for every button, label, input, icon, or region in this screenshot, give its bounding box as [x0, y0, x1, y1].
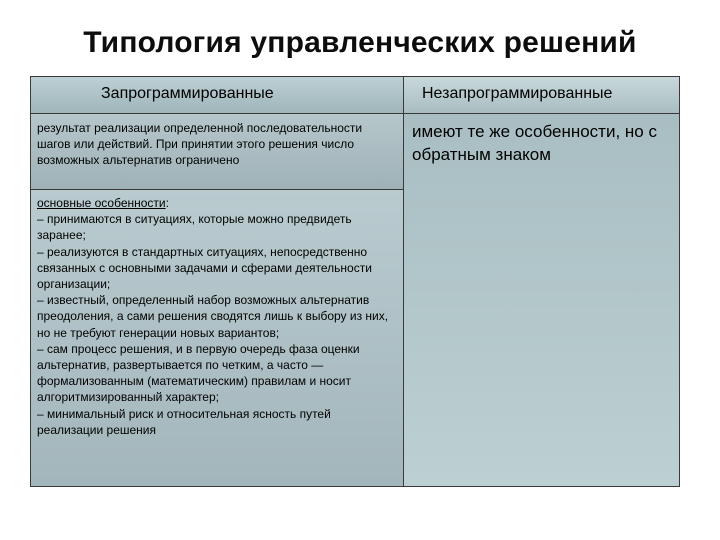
feature-item: – известный, определенный набор возможных альтернатив преодоления, а сами решения сводятся лишь к выбору из них, но не требуют генерации новых вариантов;	[37, 293, 389, 340]
feature-item: – принимаются в ситуациях, которые можно предвидеть заранее;	[37, 212, 352, 243]
slide-title: Типология управленческих решений	[83, 26, 637, 59]
feature-item: – минимальный риск и относительная ясность путей реализации решения	[37, 406, 331, 437]
programmed-features	[31, 190, 404, 486]
features-heading-colon: :	[165, 196, 169, 210]
features-heading: основные особенности	[37, 196, 166, 210]
feature-item: – реализуются в стандартных ситуациях, непосредственно связанных с основными задачами и сферами деятельности организации;	[37, 244, 372, 292]
non-programmed-description: имеют те же особенности, но с обратным знаком	[404, 114, 679, 486]
programmed-definition: результат реализации определенной последовательности шагов или действий. При принятии этого решения число возможных альтернатив ограничено	[31, 114, 404, 190]
feature-item: – сам процесс решения, и в первую очередь фаза оценки альтернатив, развертывается по четким, а часто — формализованным (математическим) правилам и носит алгоритмизированный характер;	[37, 341, 360, 405]
header-programmed: Запрограммированные	[31, 77, 404, 114]
features-heading-line	[37, 195, 395, 211]
header-non-programmed: Незапрограммированные	[404, 77, 679, 114]
typology-table	[30, 76, 680, 487]
